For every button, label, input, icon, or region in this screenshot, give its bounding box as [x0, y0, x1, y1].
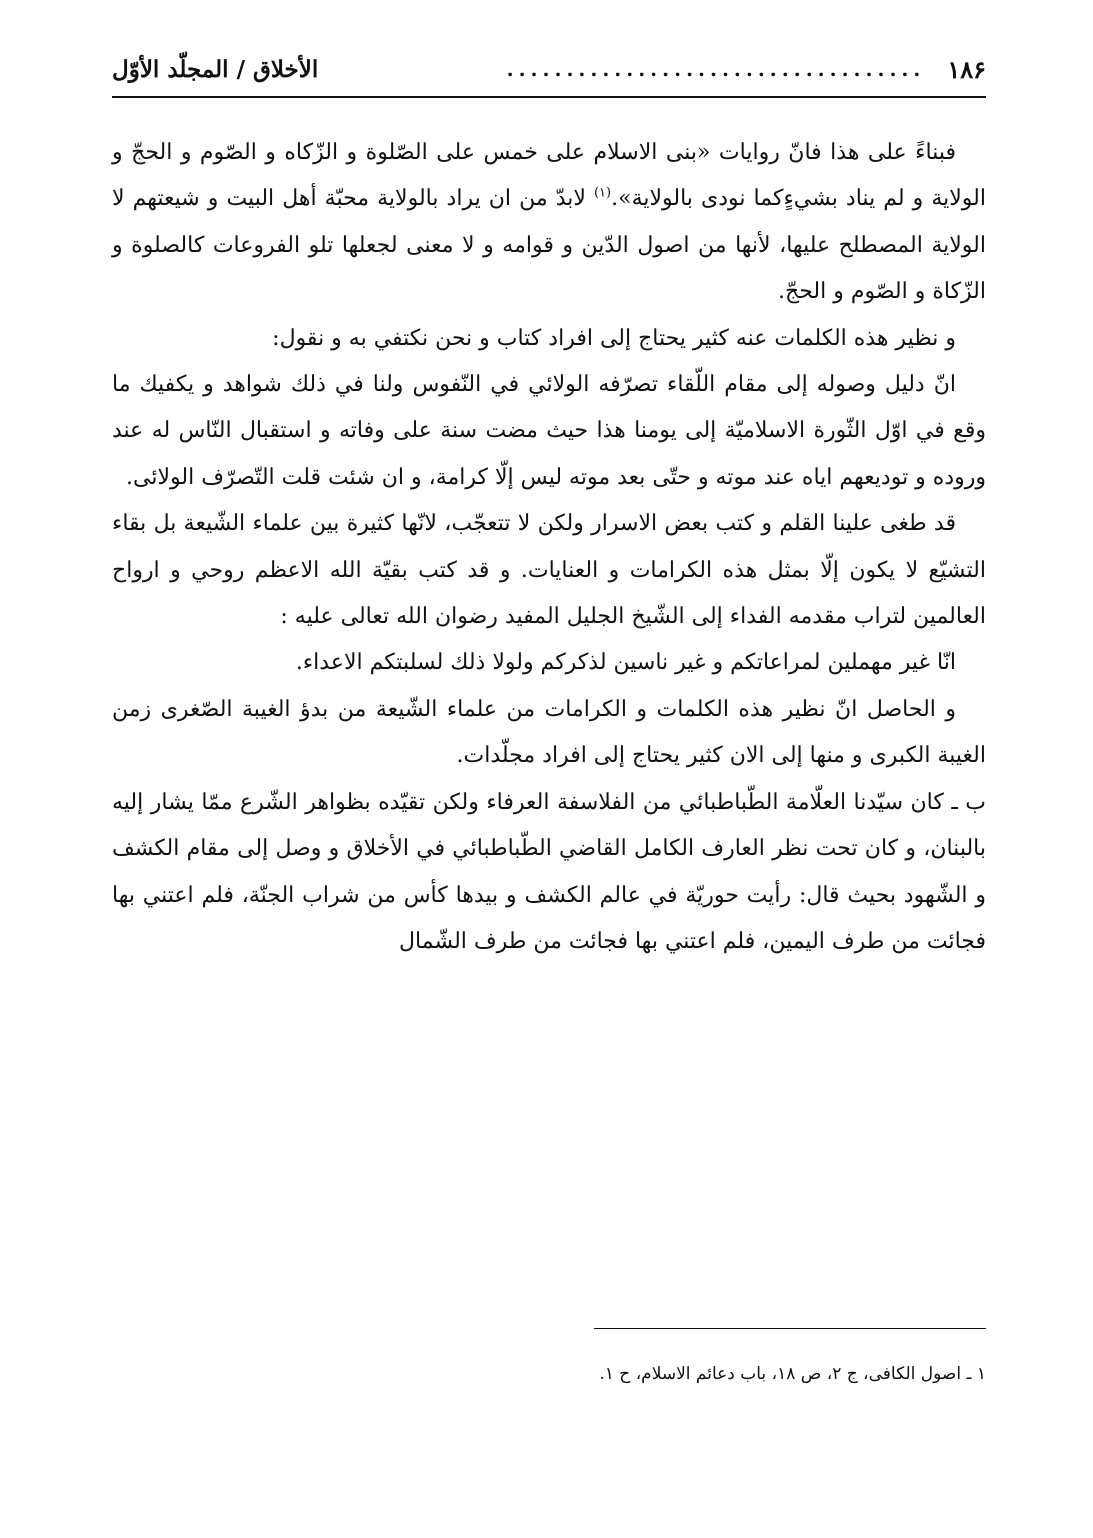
page-number: ١٨۶ — [947, 54, 986, 84]
running-header — [112, 44, 986, 94]
running-title: الأخلاق / المجلّد الأوّل — [112, 55, 319, 83]
paragraph-2: و نظير هذه الكلمات عنه كثير يحتاج إلى افراد كتاب و نحن نكتفي به و نقول: — [272, 325, 956, 351]
leader-dots: ................................... — [506, 59, 926, 79]
body-text — [112, 130, 986, 965]
paragraph-7: ب ـ كان سيّدنا العلّامة الطّباطبائي من الفلاسفة العرفاء ولكن تقيّده بظواهر الشّرع ممّا يشار إليه بالبنان، و كان تحت نظر العارف الكامل القاضي الطّباطبائي في الأخلاق و وصل إلى مقام الكشف و الشّهود بحيث قال: رأيت حوريّة في عالم الكشف و بيدها كأس من شراب الجنّة، فلم اعتني بها فجائت من طرف اليمين، فلم اعتني بها فجائت من طرف الشّمال — [112, 789, 986, 954]
paragraph-1-continuation: لابدّ من ان يراد بالولاية محبّة أهل البيت و شيعتهم لا الولاية المصطلح عليها، لأنها من اصول الدّين و قوامه و لا معنى لجعلها تلو الفروعات كالصلوة و الزّكاة و الصّوم و الحجّ. — [112, 186, 986, 305]
footnote-ref: (١) — [593, 186, 612, 202]
paragraph-3: انّ دليل وصوله إلى مقام اللّقاء تصرّفه الولائي في النّفوس ولنا في ذلك شواهد و يكفيك ما وقع في اوّل الثّورة الاسلاميّة إلى يومنا هذا حيث مضت سنة على وفاته و استقبال النّاس له عند وروده و توديعهم اياه عند موته و حتّى بعد موته ليس إلّا كرامة، و ان شئت قلت التّصرّف الولائى. — [112, 372, 986, 490]
paragraph-6: و الحاصل انّ نظير هذه الكلمات و الكرامات من علماء الشّيعة من بدؤ الغيبة الصّغرى زمن الغيبة الكبرى و منها إلى الان كثير يحتاج إلى افراد مجلّدات. — [112, 696, 986, 769]
footnote-rule — [594, 1328, 986, 1329]
header-rule — [112, 96, 986, 98]
paragraph-5: انّا غير مهملين لمراعاتكم و غير ناسين لذكركم ولولا ذلك لسلبتكم الاعداء. — [295, 650, 956, 676]
paragraph-1 — [112, 130, 986, 316]
paragraph-1-text: فبناءً على هذا فانّ روايات «بنى الاسلام على خمس على الصّلوة و الزّكاه و الصّوم و الحجّ و الولاية و لم يناد بشيءٍكما نودى بالولاية». — [112, 140, 986, 212]
paragraph-4: قد طغى علينا القلم و كتب بعض الاسرار ولكن لا تتعجّب، لانّها كثيرة بين علماء الشّيعة بل بقاء التشيّع لا يكون إلّا بمثل هذه الكرامات و العنايات. و قد كتب بقيّة الله الاعظم روحي و ارواح العالمين لتراب مقدمه الفداء إلى الشّيخ الجليل المفيد رضوان الله تعالى عليه : — [112, 511, 986, 630]
footnote: ١ ـ اصول الكافى، ج ٢، ص ١٨، باب دعائم الاسلام، ح ١. — [599, 1364, 986, 1384]
